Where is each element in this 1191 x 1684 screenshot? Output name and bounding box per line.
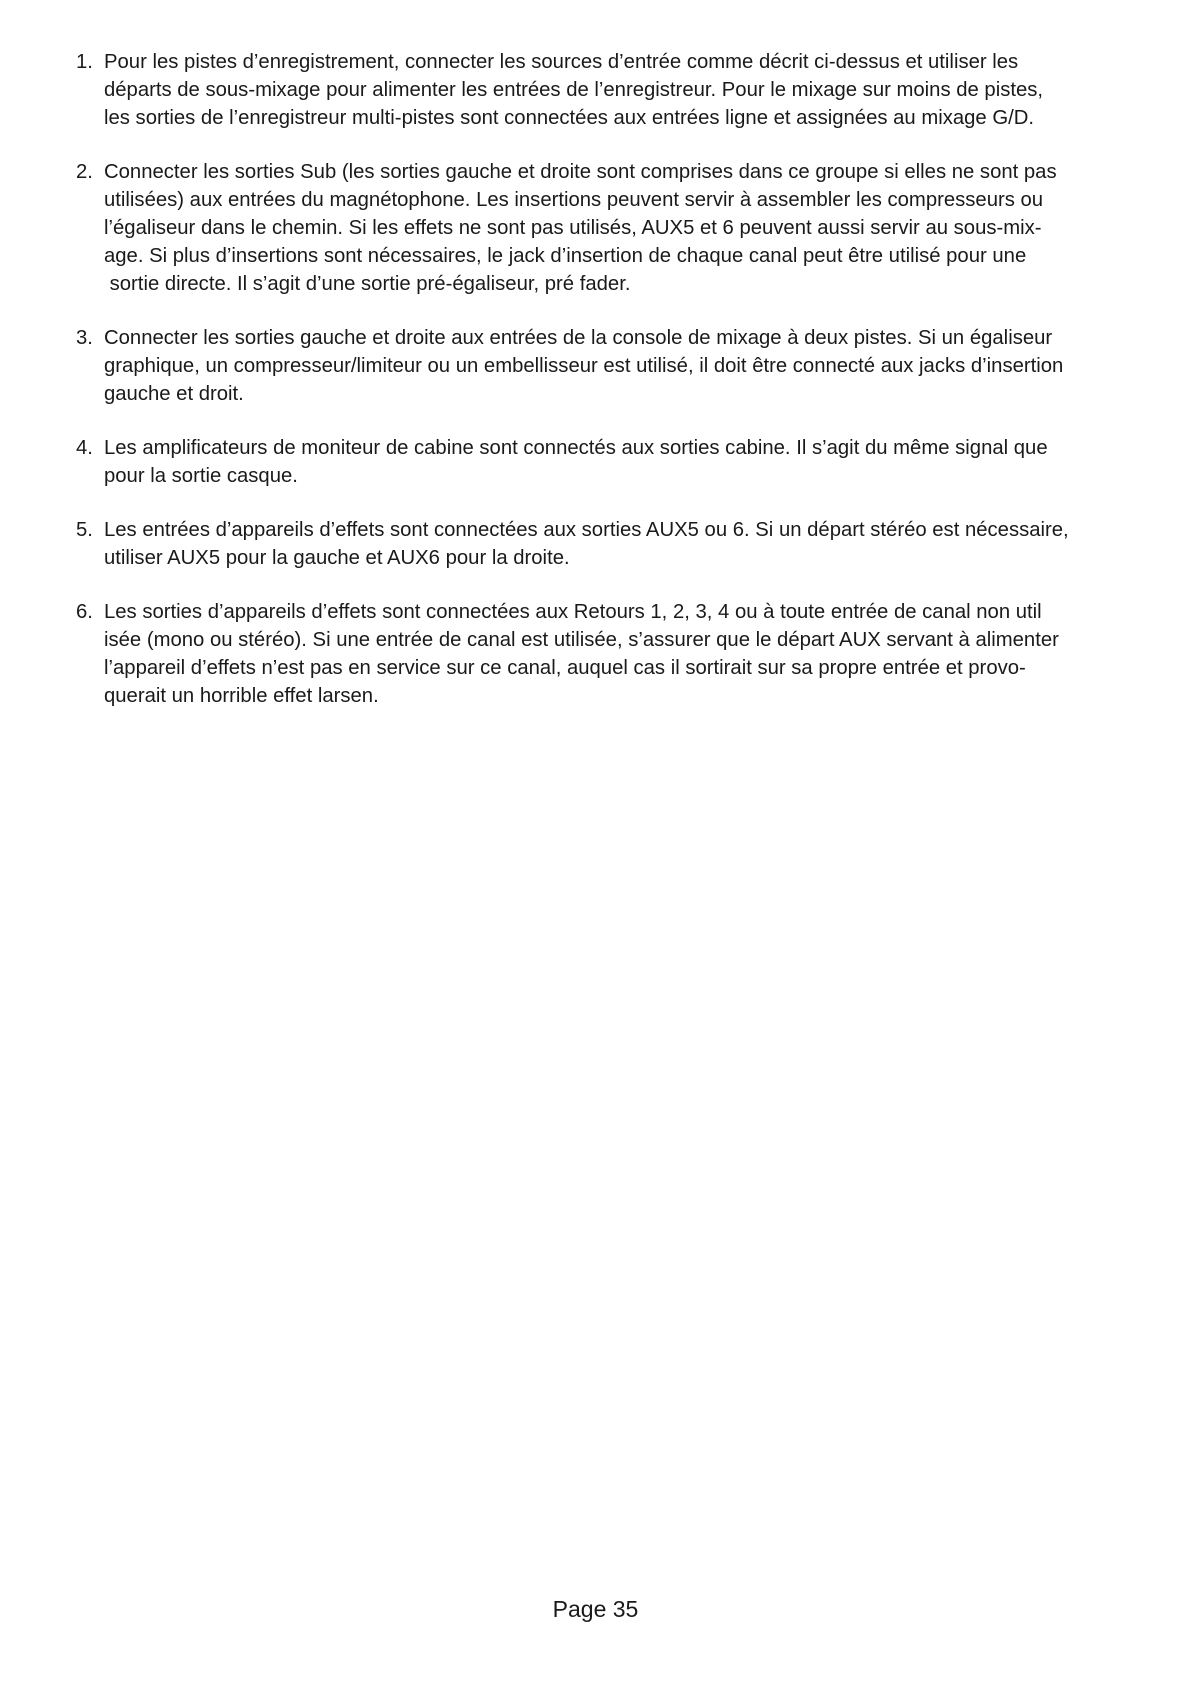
text-line: querait un horrible effet larsen. <box>104 685 379 707</box>
page-number: Page 35 <box>552 1596 639 1622</box>
list-item-number: 3. <box>76 327 93 349</box>
text-line: age. Si plus d’insertions sont nécessaires, le jack d’insertion de chaque canal peut être utilisé pour une <box>104 245 1027 267</box>
list-item-text <box>104 434 1166 490</box>
text-line: utilisées) aux entrées du magnétophone. Les insertions peuvent servir à assembler les compresseurs ou <box>104 189 1044 211</box>
text-line: les sorties de l’enregistreur multi-pistes sont connectées aux entrées ligne et assignées au mixage G/D. <box>104 107 1035 129</box>
list-item-4 <box>76 434 1166 490</box>
list-item-1 <box>76 48 1166 132</box>
list-item-text <box>104 598 1166 710</box>
list-item-number: 6. <box>76 601 93 623</box>
list-item-text <box>104 48 1166 132</box>
text-line: Les sorties d’appareils d’effets sont connectées aux Retours 1, 2, 3, 4 ou à toute entrée de canal non util <box>104 601 1042 623</box>
text-line: sortie directe. Il s’agit d’une sortie pré-égaliseur, pré fader. <box>104 273 631 295</box>
list-item-6 <box>76 598 1166 710</box>
list-item-text <box>104 158 1166 298</box>
text-line: Connecter les sorties Sub (les sorties gauche et droite sont comprises dans ce groupe si elles ne sont pas <box>104 161 1057 183</box>
list-item-number: 4. <box>76 437 93 459</box>
text-line: gauche et droit. <box>104 383 244 405</box>
text-line: isée (mono ou stéréo). Si une entrée de canal est utilisée, s’assurer que le départ AUX servant à alimenter <box>104 629 1059 651</box>
text-line: Pour les pistes d’enregistrement, connecter les sources d’entrée comme décrit ci-dessus et utiliser les <box>104 51 1019 73</box>
list-item-2 <box>76 158 1166 298</box>
numbered-instruction-list <box>76 48 1166 736</box>
text-line: Connecter les sorties gauche et droite aux entrées de la console de mixage à deux pistes. Si un égaliseur <box>104 327 1053 349</box>
list-item-3 <box>76 324 1166 408</box>
text-line: Les entrées d’appareils d’effets sont connectées aux sorties AUX5 ou 6. Si un départ stéréo est nécessaire, <box>104 519 1069 541</box>
list-item-text <box>104 324 1166 408</box>
text-line: pour la sortie casque. <box>104 465 298 487</box>
text-line: l’appareil d’effets n’est pas en service sur ce canal, auquel cas il sortirait sur sa propre entrée et provo- <box>104 657 1026 679</box>
text-line: utiliser AUX5 pour la gauche et AUX6 pour la droite. <box>104 547 570 569</box>
text-line: graphique, un compresseur/limiteur ou un embellisseur est utilisé, il doit être connecté aux jacks d’insertion <box>104 355 1064 377</box>
list-item-text <box>104 516 1166 572</box>
text-line: départs de sous-mixage pour alimenter les entrées de l’enregistreur. Pour le mixage sur moins de pistes, <box>104 79 1044 101</box>
list-item-number: 5. <box>76 519 93 541</box>
text-line: Les amplificateurs de moniteur de cabine sont connectés aux sorties cabine. Il s’agit du même signal que <box>104 437 1048 459</box>
list-item-number: 2. <box>76 161 93 183</box>
text-line: l’égaliseur dans le chemin. Si les effets ne sont pas utilisés, AUX5 et 6 peuvent aussi servir au sous-mix- <box>104 217 1042 239</box>
list-item-number: 1. <box>76 51 93 73</box>
list-item-5 <box>76 516 1166 572</box>
